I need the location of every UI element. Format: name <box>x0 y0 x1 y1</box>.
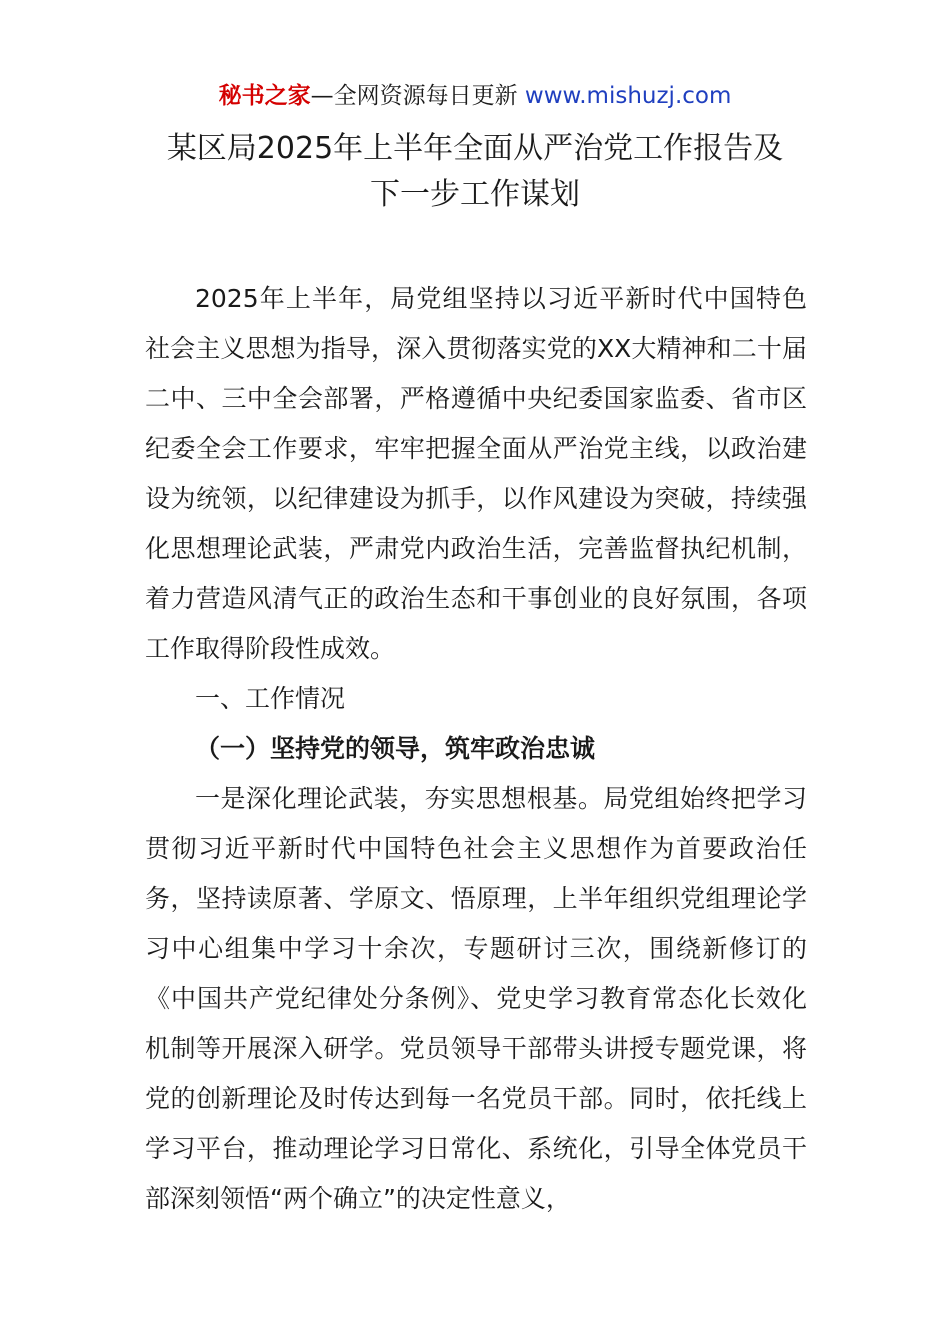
intro-paragraph: 2025年上半年，局党组坚持以习近平新时代中国特色社会主义思想为指导，深入贯彻落实党的XX大精神和二十届二中、三中全会部署，严格遵循中央纪委国家监委、省市区纪委全会工作要求，牢牢把握全面从严治党主线，以政治建设为统领，以纪律建设为抓手，以作风建设为突破，持续强化思想理论武装，严肃党内政治生活，完善监督执纪机制，着力营造风清气正的政治生态和干事创业的良好氛围，各项工作取得阶段性成效。 <box>145 284 807 663</box>
document-body <box>145 274 807 1224</box>
subsection-heading: （一）坚持党的领导，筑牢政治忠诚 <box>195 734 596 763</box>
source-banner <box>0 80 950 112</box>
body-paragraph: 一是深化理论武装，夯实思想根基。局党组始终把学习贯彻习近平新时代中国特色社会主义思想作为首要政治任务，坚持读原著、学原文、悟原理，上半年组织党组理论学习中心组集中学习十余次，专题研讨三次，围绕新修订的《中国共产党纪律处分条例》、党史学习教育常态化长效化机制等开展深入研学。党员领导干部带头讲授专题党课，将党的创新理论及时传达到每一名党员干部。同时，依托线上学习平台，推动理论学习日常化、系统化，引导全体党员干部深刻领悟“两个确立”的决定性意义， <box>145 784 807 1213</box>
website-link[interactable]: www.mishuzj.com <box>524 83 732 109</box>
brand-name: 秘书之家 <box>218 83 311 109</box>
banner-tagline: —全网资源每日更新 <box>310 83 525 109</box>
title-line-2: 下一步工作谋划 <box>370 177 580 212</box>
title-line-1: 某区局2025年上半年全面从严治党工作报告及 <box>166 131 784 166</box>
document-title <box>120 126 830 218</box>
section-heading: 一、工作情况 <box>195 684 346 713</box>
